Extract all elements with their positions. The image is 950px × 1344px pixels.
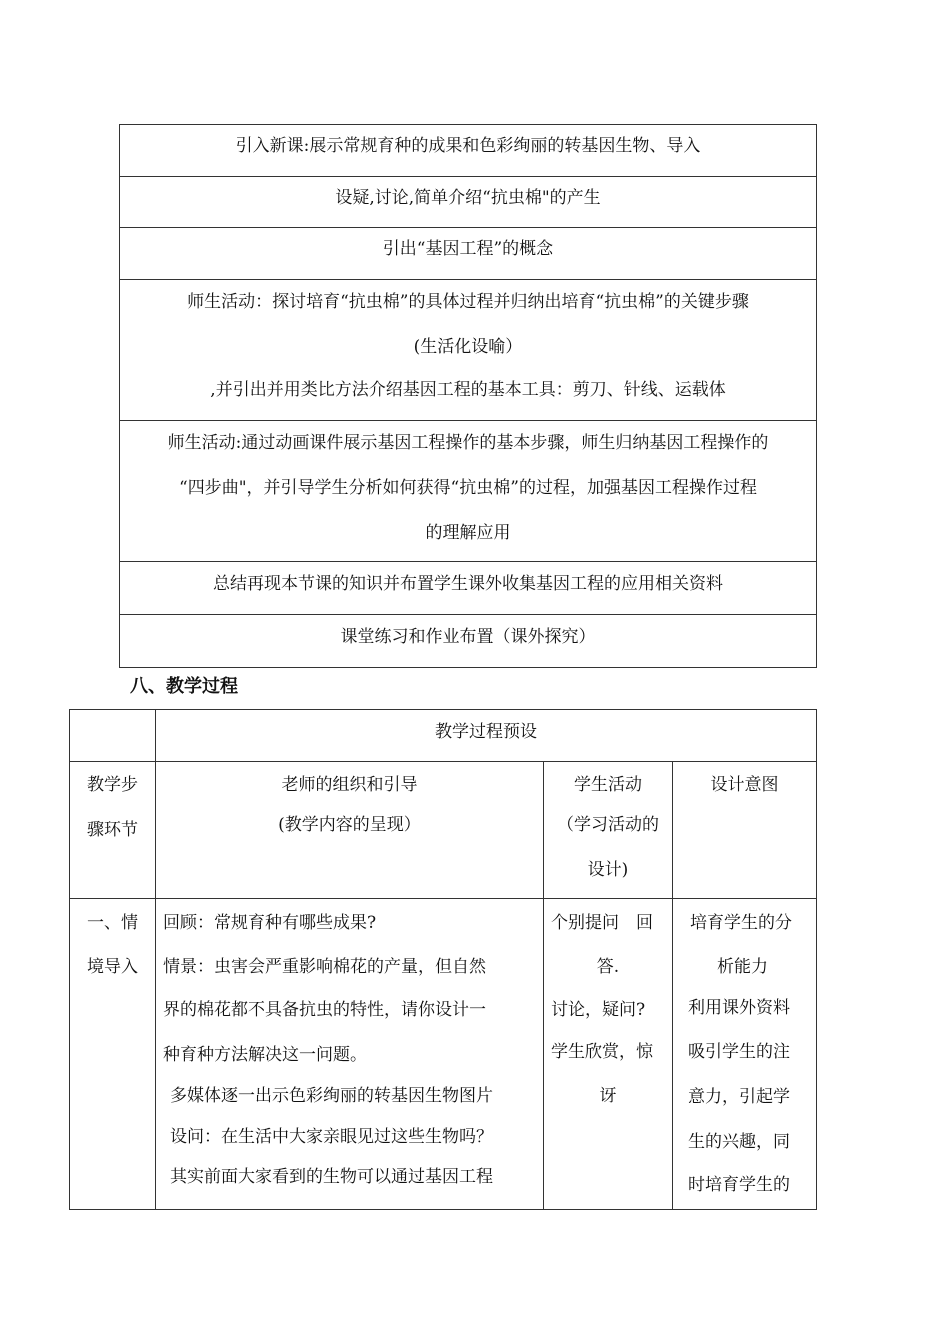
intent-cell-line: 生的兴趣，同 [688, 1132, 790, 1152]
flow-row-text: 总结再现本节课的知识并布置学生课外收集基因工程的应用相关资料 [213, 574, 723, 594]
step-cell: 一、情 [87, 913, 138, 933]
teacher-cell-line: 多媒体逐一出示色彩绚丽的转基因生物图片 [170, 1086, 493, 1106]
intent-cell-line: 意力，引起学 [688, 1087, 790, 1107]
step-cell: 境导入 [87, 957, 138, 977]
column-header-step: 骤环节 [87, 820, 138, 840]
process-table-border-top [69, 709, 817, 710]
flow-row-text: 的理解应用 [425, 523, 511, 543]
teacher-cell-line: 回顾：常规育种有哪些成果? [163, 913, 377, 933]
teacher-cell-line: 设问：在生活中大家亲眼见过这些生物吗？ [170, 1127, 493, 1147]
intent-cell-line: 时培育学生的 [688, 1175, 790, 1195]
student-cell-line: 学生欣赏，惊 [551, 1042, 653, 1062]
student-cell-line: 答. [596, 957, 620, 977]
intent-cell-line: 利用课外资料 [688, 998, 790, 1018]
flow-row-text: 师生活动:通过动画课件展示基因工程操作的基本步骤，师生归纳基因工程操作的 [167, 433, 769, 453]
flow-row-text: ,并引出并用类比方法介绍基因工程的基本工具：剪刀、针线、运载体 [210, 380, 726, 400]
flow-row-text: “四步曲"，并引导学生分析如何获得“抗虫棉”的过程，加强基因工程操作过程 [179, 478, 757, 498]
flow-row-text: 课堂练习和作业布置（课外探究） [340, 627, 596, 647]
flow-row-text: 引入新课:展示常规育种的成果和色彩绚丽的转基因生物、导入 [235, 136, 701, 156]
intent-cell-line: 培育学生的分 [690, 913, 792, 933]
column-header-teacher: 老师的组织和引导 [281, 775, 418, 795]
column-header-student: 学生活动 [574, 775, 642, 795]
process-table-divider [69, 761, 817, 762]
student-cell-line: 讶 [599, 1086, 617, 1106]
intent-cell-line: 析能力 [717, 957, 768, 977]
teacher-cell-line: 种育种方法解决这一问题。 [163, 1045, 367, 1065]
column-header-intent: 设计意图 [710, 775, 779, 795]
column-header-teacher: (教学内容的呈现） [278, 815, 421, 835]
intent-cell-line: 吸引学生的注 [688, 1042, 790, 1062]
student-cell-line: 个别提问 回 [551, 913, 653, 933]
section-heading: 八、教学过程 [130, 676, 238, 697]
preset-header: 教学过程预设 [435, 722, 537, 742]
process-table-divider [69, 898, 817, 899]
column-header-step: 教学步 [87, 775, 138, 795]
flow-row-text: 引出“基因工程”的概念 [382, 239, 554, 259]
teacher-cell-line: 情景：虫害会严重影响棉花的产量，但自然 [163, 957, 486, 977]
flow-row-text: 设疑,讨论,简单介绍“抗虫棉"的产生 [335, 188, 601, 208]
process-table-border-bottom [69, 1209, 817, 1210]
process-table-col-divider [672, 761, 673, 1210]
column-header-student: （学习活动的 [557, 815, 659, 835]
process-table-border-right [816, 709, 817, 1210]
flow-row-text: (生活化设喻） [413, 337, 523, 357]
teacher-cell-line: 其实前面大家看到的生物可以通过基因工程 [170, 1167, 493, 1187]
flow-row-text: 师生活动：探讨培育“抗虫棉”的具体过程并归纳出培育“抗虫棉”的关键步骤 [187, 292, 749, 312]
teacher-cell-line: 界的棉花都不具备抗虫的特性，请你设计一 [163, 1000, 486, 1020]
column-header-student: 设计) [587, 860, 629, 880]
student-cell-line: 讨论，疑问? [551, 1000, 646, 1020]
